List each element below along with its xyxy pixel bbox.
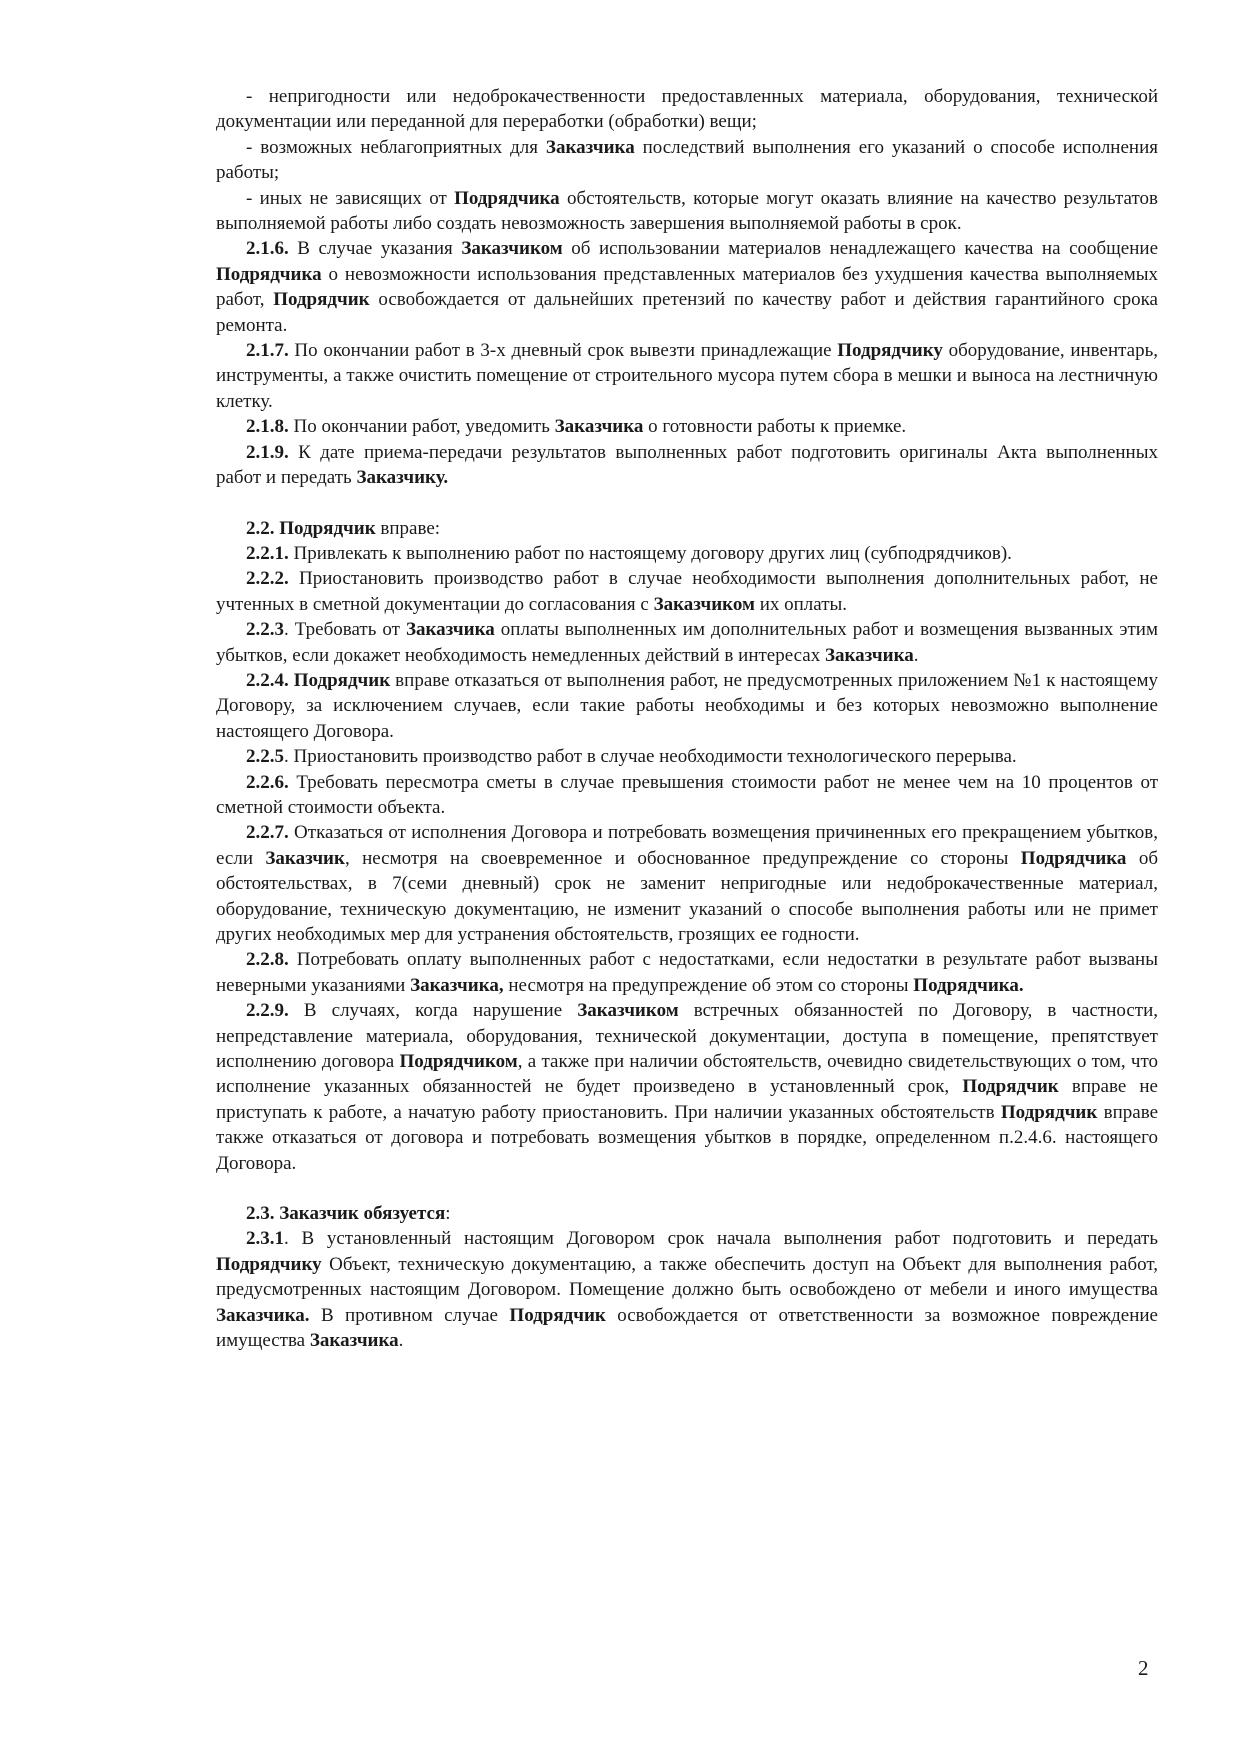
text-run: о готовности работы к приемке. [643,416,907,438]
clause-paragraph [216,947,1158,998]
text-run: - иных не зависящих от [246,187,455,209]
clause-paragraph [216,820,1158,947]
bold-text-run: 2.2.1. [246,542,289,564]
text-run: вправе отказаться от выполнения работ, не предусмотренных приложением №1 к настоящему Договору, за исключением случаев, если такие работы необходимы и без которых невозможно выполнение настоящего Договора. [216,669,1158,742]
clause-paragraph [216,617,1158,668]
bold-text-run: Подрядчик [1000,1101,1098,1123]
bold-text-run: Подрядчику [216,1253,322,1275]
bold-text-run: 2.3.1 [246,1228,284,1250]
bold-text-run: 2.1.8. [246,416,289,438]
clause-paragraph [216,668,1158,744]
text-run: . [398,1330,404,1352]
bold-text-run: Заказчика [309,1330,399,1352]
clause-paragraph [216,770,1158,821]
section-heading [216,516,1158,541]
text-run: встречных обязанностей по Договору, в частности, непредставление материала, оборудования, технической документации, доступа в помещение, препятствует исполнению договора [216,1000,1158,1073]
bold-text-run: 2.1.6. [246,238,289,260]
text-run: Объект, техническую документацию, а также обеспечить доступ на Объект для выполнения работ, предусмотренных настоящим Договором. Помещение должно быть освобождено от мебели и иного имущества [216,1253,1158,1301]
clause-paragraph [216,566,1158,617]
bold-text-run: Подрядчика. [913,974,1024,996]
text-run: вправе не приступать к работе, а начатую работу приостановить. При наличии указанных обстоятельств [216,1076,1158,1123]
clause-paragraph [216,744,1158,769]
bold-text-run: Заказчика [824,644,914,666]
text-run: По окончании работ, уведомить [288,416,555,438]
bold-text-run: Заказчиком [653,593,755,615]
text-run: Приостановить производство работ в случае необходимости выполнения дополнительных работ, не учтенных в сметной документации до согласования с [216,568,1158,615]
clause-paragraph [216,440,1158,491]
bold-text-run: 2.2.4. Подрядчик [246,669,391,691]
text-run: о невозможности использования представленных материалов без ухудшения качества выполняемых работ, [216,263,1158,311]
bold-text-run: Заказчика [405,619,495,641]
bold-text-run: Подрядчик [273,289,370,311]
bold-text-run: Подрядчику [837,340,943,362]
bold-text-run: 2.2.9. [246,1000,289,1022]
bold-text-run: Подрядчик [962,1076,1059,1098]
text-run: , а также при наличии обстоятельств, очевидно свидетельствующих о том, что исполнение указанных обязанностей не будет произведено в установленный срок, [216,1051,1158,1098]
bold-text-run: Подрядчика [1020,847,1127,869]
clause-paragraph [216,1226,1158,1353]
page-number: 2 [1138,1656,1149,1680]
clause-paragraph [216,84,1158,135]
text-run: оборудование, инвентарь, инструменты, а также очистить помещение от строительного мусора путем сбора в мешки и выноса на лестничную клетку. [216,340,1158,412]
text-run: освобождается от дальнейших претензий по качеству работ и действия гарантийного срока ремонта. [216,289,1158,336]
bold-text-run: Заказчика [545,136,635,158]
clause-paragraph [216,414,1158,439]
paragraph-spacer [216,491,1158,516]
bold-text-run: 2.1.7. [246,340,289,362]
text-run: В случаях, когда нарушение [288,1000,578,1022]
bold-text-run: Подрядчика [454,187,560,209]
bold-text-run: Заказчиком [461,238,563,260]
bold-text-run: 2.2.5 [246,746,284,768]
bold-text-run: 2.2.3 [246,619,284,641]
text-run: Привлекать к выполнению работ по настоящему договору других лиц (субподрядчиков). [288,542,1012,564]
clause-paragraph [216,998,1158,1176]
text-run: . Требовать от [284,619,406,641]
bold-text-run: Заказчика. [216,1304,310,1326]
clause-paragraph [216,541,1158,566]
bold-text-run: 2.2.8. [246,949,289,971]
text-run: . В установленный настоящим Договором срок начала выполнения работ подготовить и передать [284,1228,1158,1250]
text-run: освобождается от ответственности за возможное повреждение имущества [216,1304,1158,1352]
clause-paragraph [216,338,1158,414]
bold-text-run: 2.2. Подрядчик [246,517,376,539]
clause-paragraph [216,135,1158,186]
paragraph-spacer [216,1176,1158,1201]
text-run: В случае указания [288,238,462,260]
text-run: Требовать пересмотра сметы в случае превышения стоимости работ не менее чем на 10 процентов от сметной стоимости объекта. [216,771,1158,818]
text-run: - возможных неблагоприятных для [246,136,546,158]
text-run: В противном случае [309,1304,510,1326]
bold-text-run: Подрядчик [509,1304,606,1326]
text-run: оплаты выполненных им дополнительных работ и возмещения вызванных этим убытков, если докажет необходимость немедленных действий в интересах [216,619,1158,666]
section-heading [216,1201,1158,1226]
text-run: - непригодности или недоброкачественности предоставленных материала, оборудования, технической документации или переданной для переработки (обработки) вещи; [216,86,1158,133]
text-run: Потребовать оплату выполненных работ с недостатками, если недостатки в результате работ вызваны неверными указаниями [216,949,1158,996]
text-run: последствий выполнения его указаний о способе исполнения работы; [216,136,1158,184]
clause-paragraph [216,186,1158,237]
text-run: вправе также отказаться от договора и потребовать возмещения убытков в порядке, определенном п.2.4.6. настоящего Договора. [216,1101,1158,1174]
text-run: . Приостановить производство работ в случае необходимости технологического перерыва. [284,746,1017,768]
bold-text-run: Заказчика, [410,974,504,996]
bold-text-run: 2.3. Заказчик обязуется [246,1203,446,1225]
text-run: : [445,1203,451,1225]
document-body [216,84,1158,1354]
text-run: их оплаты. [754,593,848,615]
bold-text-run: 2.2.7. [246,822,289,844]
clause-paragraph [216,236,1158,338]
text-run: . [913,644,919,666]
text-run: об использовании материалов ненадлежащего качества на сообщение [562,238,1159,260]
text-run: , несмотря на своевременное и обоснованное предупреждение со стороны [344,847,1021,869]
bold-text-run: Заказчику. [356,467,449,489]
bold-text-run: Подрядчика [216,263,322,285]
text-run: Отказаться от исполнения Договора и потребовать возмещения причиненных его прекращением убытков, если [216,822,1158,869]
bold-text-run: 2.1.9. [246,441,289,463]
bold-text-run: 2.2.2. [246,568,289,590]
text-run: вправе: [375,517,441,539]
text-run: несмотря на предупреждение об этом со стороны [503,974,914,996]
bold-text-run: Заказчиком [577,1000,679,1022]
text-run: об обстоятельствах, в 7(семи дневный) срок не заменит непригодные или недоброкачественные материал, оборудование, техническую документацию, не изменит указаний о способе выполнения работы или не примет других необходимых мер для устранения обстоятельств, грозящих ее годности. [216,847,1158,945]
text-run: обстоятельств, которые могут оказать влияние на качество результатов выполняемой работы либо создать невозможность завершения выполняемой работы в срок. [216,187,1159,235]
bold-text-run: Подрядчиком [399,1051,518,1073]
bold-text-run: Заказчика [554,416,644,438]
bold-text-run: Заказчик [265,847,345,869]
text-run: К дате приема-передачи результатов выполненных работ подготовить оригиналы Акта выполненных работ и передать [216,441,1158,489]
bold-text-run: 2.2.6. [246,771,289,793]
text-run: По окончании работ в 3-х дневный срок вывезти принадлежащие [288,340,838,362]
